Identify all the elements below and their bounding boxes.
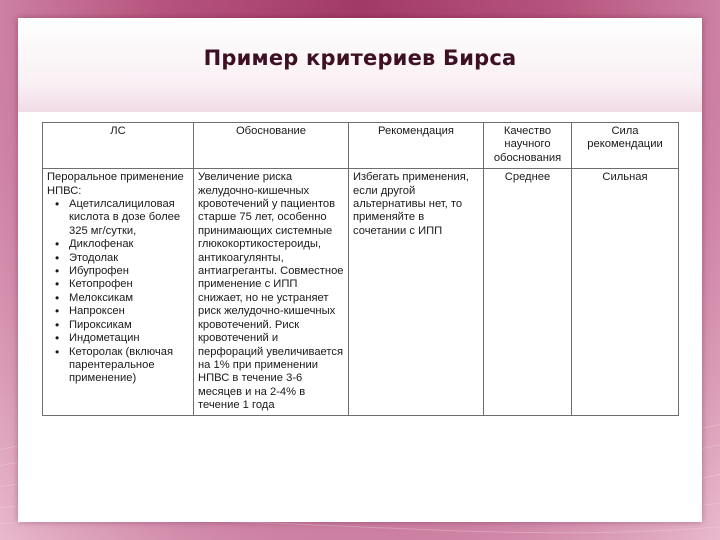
ls-intro: Пероральное применение НПВС: — [47, 171, 184, 197]
header-rationale: Обоснование — [194, 123, 349, 169]
cell-recommendation: Избегать применения, если другой альтернативы нет, то применяйте в сочетании с ИПП — [349, 169, 484, 415]
header-ls: ЛС — [43, 123, 194, 169]
cell-quality: Среднее — [484, 169, 572, 415]
header-recommendation: Рекомендация — [349, 123, 484, 169]
drug-item: • Индометацин — [69, 332, 189, 345]
cell-strength: Сильная — [572, 169, 679, 415]
cell-ls — [43, 169, 194, 415]
drug-item: • Мелоксикам — [69, 292, 189, 305]
table-row — [43, 169, 679, 415]
drug-item: • Этодолак — [69, 252, 189, 265]
drug-item: • Диклофенак — [69, 238, 189, 251]
beers-criteria-table — [42, 122, 679, 416]
drug-item: • Кеторолак (включая парентеральное применение) — [69, 346, 189, 386]
cell-rationale: Увеличение риска желудочно-кишечных кровотечений у пациентов старше 75 лет, особенно принимающих системные глюкокортикостероиды, антикоагулянты, антиагреганты. Совместное применение с ИПП снижает, но не устраняет риск желудочно-кишечных кровотечений. Риск кровотечений и перфораций увеличивается на 1% при применении НПВС в течение 3-6 месяцев и на 2-4% в течение 1 года — [194, 169, 349, 415]
slide-title: Пример критериев Бирса — [203, 46, 517, 70]
table-header-row — [43, 123, 679, 169]
drug-item: • Ибупрофен — [69, 265, 189, 278]
drug-item: • Ацетилсалициловая кислота в дозе более 325 мг/сутки, — [69, 198, 189, 238]
drug-item: • Напроксен — [69, 305, 189, 318]
header-strength: Сила рекомендации — [572, 123, 679, 169]
drug-list — [47, 198, 189, 386]
drug-item: • Пироксикам — [69, 319, 189, 332]
header-quality: Качество научного обоснования — [484, 123, 572, 169]
drug-item: • Кетопрофен — [69, 278, 189, 291]
